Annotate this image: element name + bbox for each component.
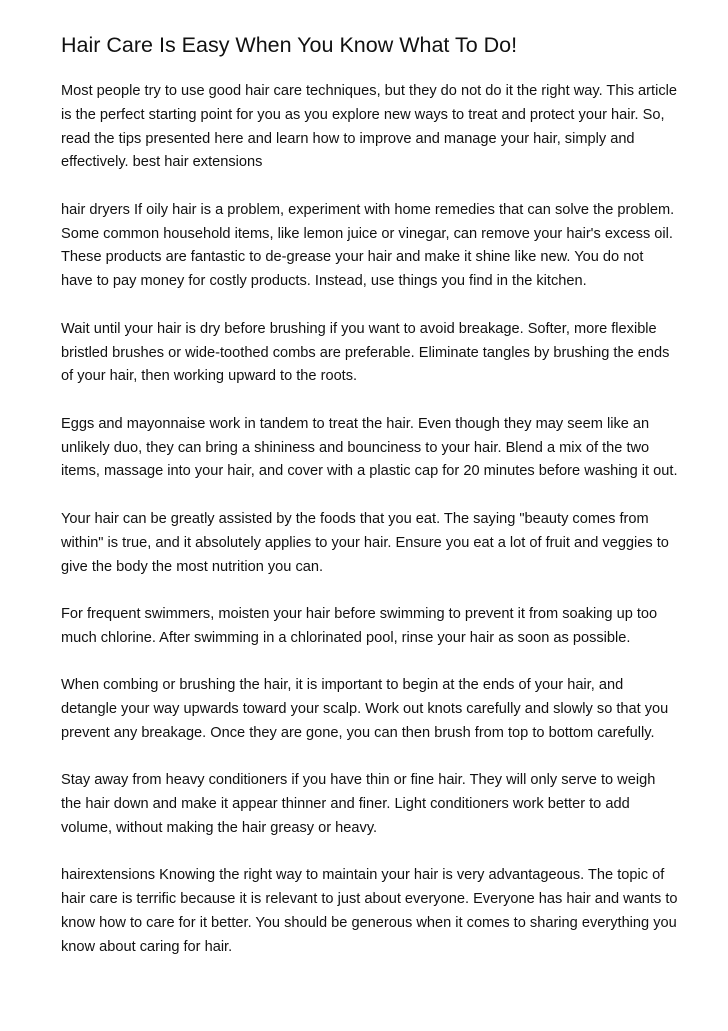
paragraph-conditioners: Stay away from heavy conditioners if you have thin or fine hair. They will only serve to weigh the hair down and make it appear thinner and finer. Light conditioners work better to add volume, without making the hair greasy or heavy. (61, 772, 656, 836)
paragraph-eggs-mayonnaise: Eggs and mayonnaise work in tandem to treat the hair. Even though they may seem like an unlikely duo, they can bring a shininess and bounciness to your hair. Blend a mix of the two items, massage into your hair, and cover with a plastic cap for 20 minutes before washing it out. (61, 415, 678, 480)
paragraph-foods: Your hair can be greatly assisted by the foods that you eat. The saying "beauty comes from within" is true, and it absolutely applies to your hair. Ensure you eat a lot of fruit and veggies to give the body the most nutrition you can. (61, 510, 669, 575)
paragraph-oily-hair: hair dryers If oily hair is a problem, experiment with home remedies that can solve the problem. Some common household items, like lemon juice or vinegar, can remove your hair's excess oil. These products are fantastic to de-grease your hair and make it shine like new. You do not have to pay money for costly products. Instead, use things you find in the kitchen. (61, 201, 675, 290)
paragraph-brushing: Wait until your hair is dry before brushing if you want to avoid breakage. Softer, more flexible bristled brushes or wide-toothed combs are preferable. Eliminate tangles by brushing the ends of your hair, then working upward to the roots. (61, 320, 670, 385)
paragraph-combing: When combing or brushing the hair, it is important to begin at the ends of your hair, and detangle your way upwards toward your scalp. Work out knots carefully and slowly so that you prevent any breakage. Once they are gone, you can then brush from top to bottom carefully. (61, 677, 669, 741)
paragraph-intro: Most people try to use good hair care techniques, but they do not do it the right way. This article is the perfect starting point for you as you explore new ways to treat and protect your hair. So, read the tips presented here and learn how to improve and manage your hair, simply and effectively. best hair extensions (61, 83, 677, 171)
document-page (61, 30, 679, 983)
paragraph-swimmers: For frequent swimmers, moisten your hair before swimming to prevent it from soaking up too much chlorine. After swimming in a chlorinated pool, rinse your hair as soon as possible. (61, 605, 658, 646)
page-title: Hair Care Is Easy When You Know What To Do! (61, 33, 518, 57)
paragraph-conclusion: hairextensions Knowing the right way to maintain your hair is very advantageous. The topic of hair care is terrific because it is relevant to just about everyone. Everyone has hair and wants to know how to care for it better. You should be generous when it comes to sharing everything you know about caring for hair. (61, 867, 678, 955)
